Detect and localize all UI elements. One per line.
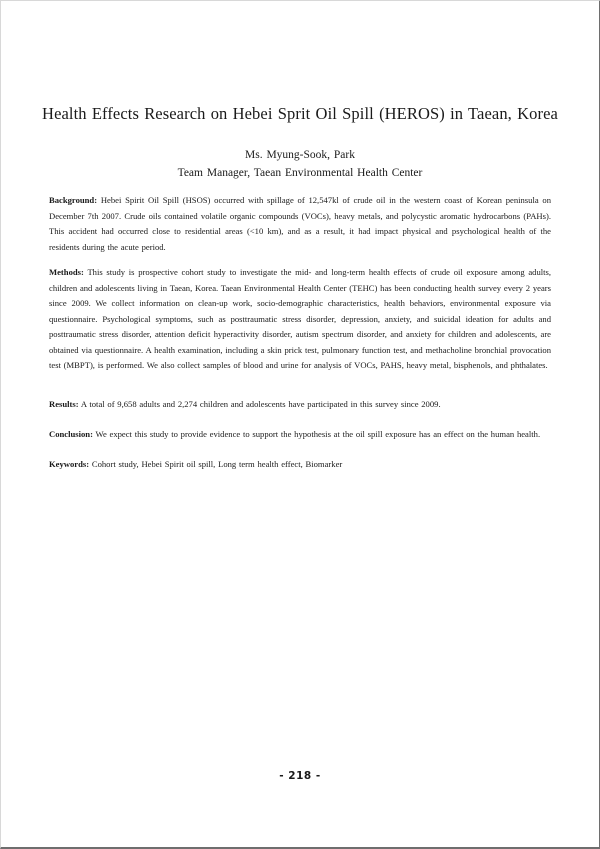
background-text: Hebei Spirit Oil Spill (HSOS) occurred with spillage of 12,547kl of crude oil in the western coast of Korean peninsula on December 7th 2007. Crude oils contained volatile organic compounds (VOCs), heavy metals, and polycystic aromatic hydrocarbons (PAHs). This accident had occurred close to residential areas (<10 km), and as a result, it had impact physical and psychological health of the residents during the acute period.	[49, 195, 552, 252]
page-number: - 218 -	[279, 770, 321, 782]
author-name: Ms. Myung-Sook, Park	[245, 149, 355, 161]
keywords-section	[49, 457, 551, 473]
background-section	[49, 193, 551, 255]
background-label: Background:	[49, 195, 98, 205]
conclusion-section	[49, 427, 551, 443]
methods-text: This study is prospective cohort study to investigate the mid- and long-term health effects of crude oil exposure among adults, children and adolescents living in Taean, Korea. Taean Environmental Health Center (TEHC) has been conducting health survey every 2 years since 2009. We collect information on clean-up work, socio-demographic characteristics, health behaviors, environmental exposure via questionnaire. Psychological symptoms, such as posttraumatic stress disorder, depression, anxiety, and suicidal ideation for adults and posttraumatic stress disorder, attention deficit hyperactivity disorder, autism spectrum disorder, and anxiety for children and adolescents, are obtained via questionnaire. A health examination, including a skin prick test, pulmonary function test, and methacholine bronchial provocation test (MBPT), is performed. We also collect samples of blood and urine for analysis of VOCs, PAHS, heavy metal, bisphenols, and phthalates.	[49, 267, 552, 370]
author-affiliation: Team Manager, Taean Environmental Health Center	[177, 167, 423, 179]
methods-label: Methods:	[49, 267, 84, 277]
conclusion-label: Conclusion:	[49, 429, 93, 439]
results-section	[49, 397, 551, 413]
results-text: A total of 9,658 adults and 2,274 children and adolescents have participated in this survey since 2009.	[80, 399, 441, 409]
methods-section	[49, 265, 551, 374]
conclusion-text: We expect this study to provide evidence to support the hypothesis at the oil spill exposure has an effect on the human health.	[95, 429, 541, 439]
paper-title: Health Effects Research on Hebei Sprit Oil Spill (HEROS) in Taean, Korea	[42, 104, 558, 123]
results-label: Results:	[49, 399, 79, 409]
keywords-label: Keywords:	[49, 459, 90, 469]
keywords-text: Cohort study, Hebei Spirit oil spill, Long term health effect, Biomarker	[91, 459, 343, 469]
